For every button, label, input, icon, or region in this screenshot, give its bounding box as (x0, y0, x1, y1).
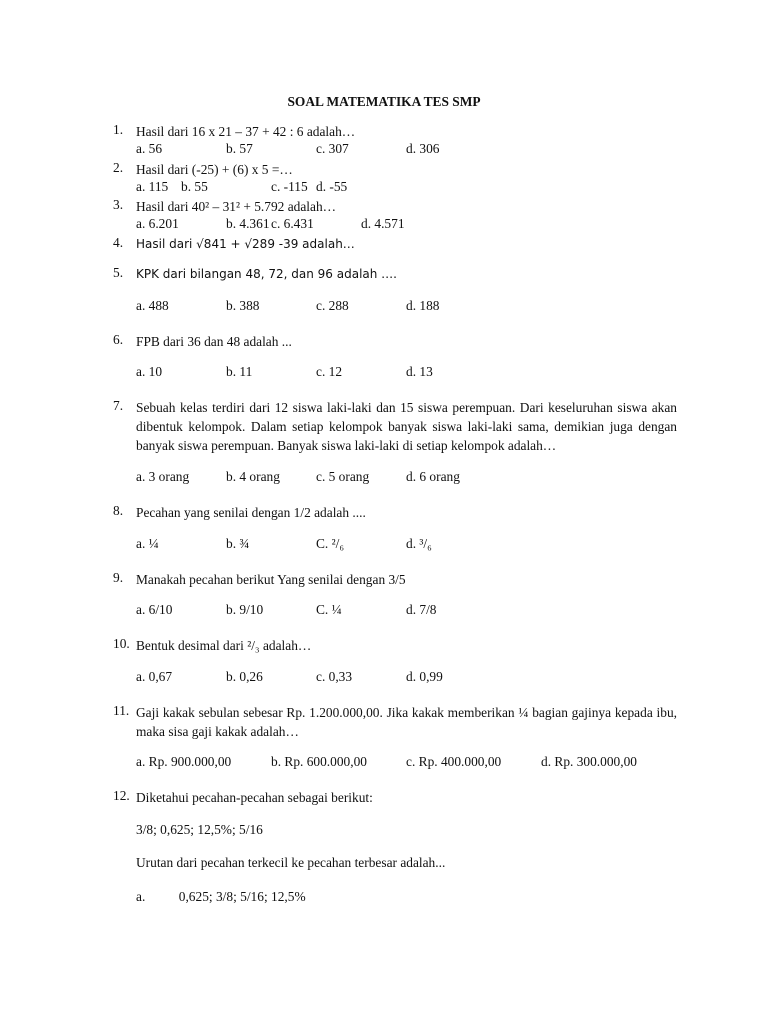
question-number: 12. (113, 788, 130, 803)
option-c: c. 5 orang (316, 469, 370, 484)
option-a: a. 115 (136, 179, 169, 194)
option-c: c. 288 (316, 298, 349, 313)
question-number: 3. (113, 197, 124, 212)
question-subtext: Urutan dari pecahan terkecil ke pecahan terbesar adalah... (136, 855, 446, 870)
option-a: a. Rp. 900.000,00 (136, 754, 232, 769)
option-a: a. 0,625; 3/8; 5/16; 12,5% (136, 889, 306, 904)
option-c: C. ¼ (316, 602, 342, 617)
option-b: b. 0,26 (226, 669, 263, 684)
option-a: a. 6/10 (136, 602, 173, 617)
question-text: Hasil dari (-25) + (6) x 5 =… (136, 162, 293, 177)
question-text: FPB dari 36 dan 48 adalah ... (136, 334, 292, 349)
option-d: d. -55 (316, 179, 348, 194)
option-c: c. 6.431 (271, 216, 314, 231)
document-title: SOAL MATEMATIKA TES SMP (287, 94, 481, 109)
option-a: a. 10 (136, 364, 163, 379)
option-d: d. 13 (406, 364, 433, 379)
option-c: c. -115 (271, 179, 308, 194)
question-text: Pecahan yang senilai dengan 1/2 adalah .... (136, 505, 366, 520)
option-b: b. 55 (181, 179, 208, 194)
option-b: b. ¾ (226, 536, 250, 551)
question-text: Hasil dari 40² – 31² + 5.792 adalah… (136, 199, 337, 214)
option-a: a. ¼ (136, 536, 159, 551)
option-d: d. 4.571 (361, 216, 405, 231)
question-number: 4. (113, 235, 124, 250)
option-d: d. 188 (406, 298, 440, 313)
option-c: c. 307 (316, 141, 349, 156)
option-a: a. 6.201 (136, 216, 179, 231)
question-text: Gaji kakak sebulan sebesar Rp. 1.200.000,00. Jika kakak memberikan ¼ bagian gajinya kepada ibu, maka sisa gaji kakak adalah… (136, 705, 677, 739)
option-d: d. 7/8 (406, 602, 437, 617)
option-d: d. 0,99 (406, 669, 443, 684)
question-number: 2. (113, 160, 124, 175)
option-d: d. Rp. 300.000,00 (541, 754, 637, 769)
option-a: a. 56 (136, 141, 163, 156)
option-b: b. 11 (226, 364, 253, 379)
option-a: a. 3 orang (136, 469, 190, 484)
question-number: 9. (113, 570, 124, 585)
question-number: 1. (113, 122, 124, 137)
question-text: Manakah pecahan berikut Yang senilai dengan 3/5 (136, 572, 406, 587)
option-b: b. 388 (226, 298, 260, 313)
option-c: c. 12 (316, 364, 343, 379)
question-text: Bentuk desimal dari ²/₃ adalah… (136, 638, 312, 653)
question-text: Diketahui pecahan-pecahan sebagai berikut: (136, 790, 373, 805)
option-b: b. Rp. 600.000,00 (271, 754, 367, 769)
option-a: a. 0,67 (136, 669, 173, 684)
question-number: 11. (113, 703, 130, 718)
option-b: b. 4 orang (226, 469, 280, 484)
fraction-list: 3/8; 0,625; 12,5%; 5/16 (136, 822, 263, 837)
option-c: c. Rp. 400.000,00 (406, 754, 502, 769)
question-number: 5. (113, 265, 124, 280)
option-b: b. 57 (226, 141, 253, 156)
option-d: d. 6 orang (406, 469, 460, 484)
question-text: Hasil dari 16 x 21 – 37 + 42 : 6 adalah… (136, 124, 356, 139)
question-number: 6. (113, 332, 124, 347)
question-text: Sebuah kelas terdiri dari 12 siswa laki-laki dan 15 siswa perempuan. Dari keseluruhan siswa akan dibentuk kelompok. Dalam setiap kelompok banyak siswa laki-laki sama, demikian juga dengan banyak siswa perempuan. Banyak siswa laki-laki di setiap kelompok adalah… (136, 400, 677, 453)
question-text: Hasil dari √841 + √289 -39 adalah… (136, 237, 355, 251)
option-d: d. 306 (406, 141, 440, 156)
option-d: d. ³/₆ (406, 536, 432, 551)
question-number: 7. (113, 398, 124, 413)
question-number: 10. (113, 636, 130, 651)
option-c: c. 0,33 (316, 669, 353, 684)
question-text: KPK dari bilangan 48, 72, dan 96 adalah …. (136, 267, 397, 281)
question-number: 8. (113, 503, 124, 518)
option-c: C. ²/₆ (316, 536, 345, 551)
option-b: b. 9/10 (226, 602, 264, 617)
option-a: a. 488 (136, 298, 169, 313)
option-b: b. 4.361 (226, 216, 270, 231)
